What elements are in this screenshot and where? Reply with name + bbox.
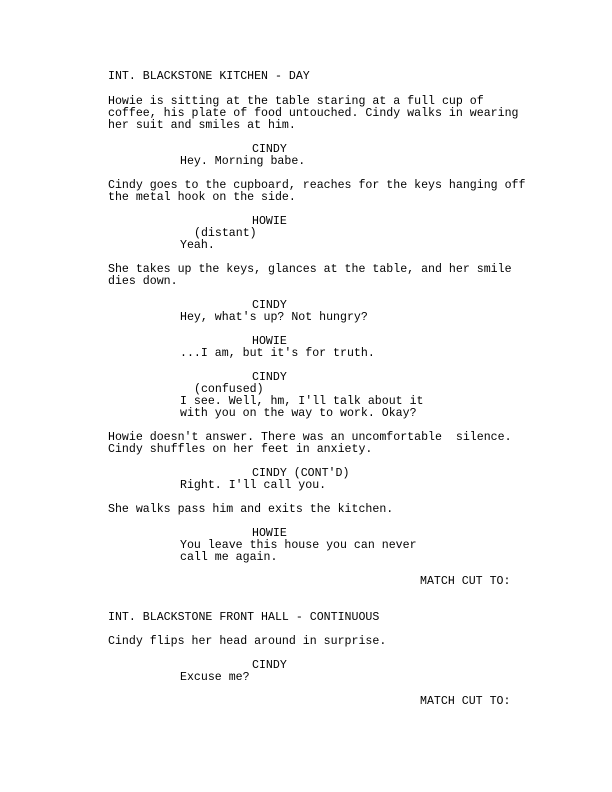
action-line: Howie is sitting at the table staring at a full cup of [108, 95, 484, 108]
dialogue-line: Yeah. [180, 239, 215, 252]
character-name: HOWIE [252, 335, 287, 348]
character-name: CINDY [252, 659, 287, 672]
action-line: She walks pass him and exits the kitchen. [108, 503, 394, 516]
dialogue-line: call me again. [180, 551, 278, 564]
dialogue-line: ...I am, but it's for truth. [180, 347, 375, 360]
action-line: coffee, his plate of food untouched. Cindy walks in wearing [108, 107, 519, 120]
character-name: CINDY (CONT'D) [252, 467, 350, 480]
character-name: HOWIE [252, 527, 287, 540]
scene-heading: INT. BLACKSTONE KITCHEN - DAY [108, 70, 310, 83]
action-line: Cindy shuffles on her feet in anxiety. [108, 443, 373, 456]
transition: MATCH CUT TO: [420, 575, 511, 588]
dialogue-line: Excuse me? [180, 671, 250, 684]
character-name: CINDY [252, 371, 287, 384]
character-name: CINDY [252, 143, 287, 156]
parenthetical: (confused) [194, 383, 264, 396]
transition: MATCH CUT TO: [420, 695, 511, 708]
parenthetical: (distant) [194, 227, 257, 240]
dialogue-line: Right. I'll call you. [180, 479, 327, 492]
action-line: dies down. [108, 275, 178, 288]
dialogue-line: I see. Well, hm, I'll talk about it [180, 395, 424, 408]
action-line: Cindy flips her head around in surprise. [108, 635, 387, 648]
scene-heading: INT. BLACKSTONE FRONT HALL - CONTINUOUS [108, 611, 380, 624]
action-line: She takes up the keys, glances at the table, and her smile [108, 263, 512, 276]
action-line: Howie doesn't answer. There was an uncomfortable silence. [108, 431, 512, 444]
dialogue-line: You leave this house you can never [180, 539, 417, 552]
dialogue-line: with you on the way to work. Okay? [180, 407, 417, 420]
action-line: the metal hook on the side. [108, 191, 296, 204]
character-name: HOWIE [252, 215, 287, 228]
dialogue-line: Hey. Morning babe. [180, 155, 306, 168]
dialogue-line: Hey, what's up? Not hungry? [180, 311, 368, 324]
action-line: her suit and smiles at him. [108, 119, 296, 132]
character-name: CINDY [252, 299, 287, 312]
action-line: Cindy goes to the cupboard, reaches for the keys hanging off [108, 179, 526, 192]
